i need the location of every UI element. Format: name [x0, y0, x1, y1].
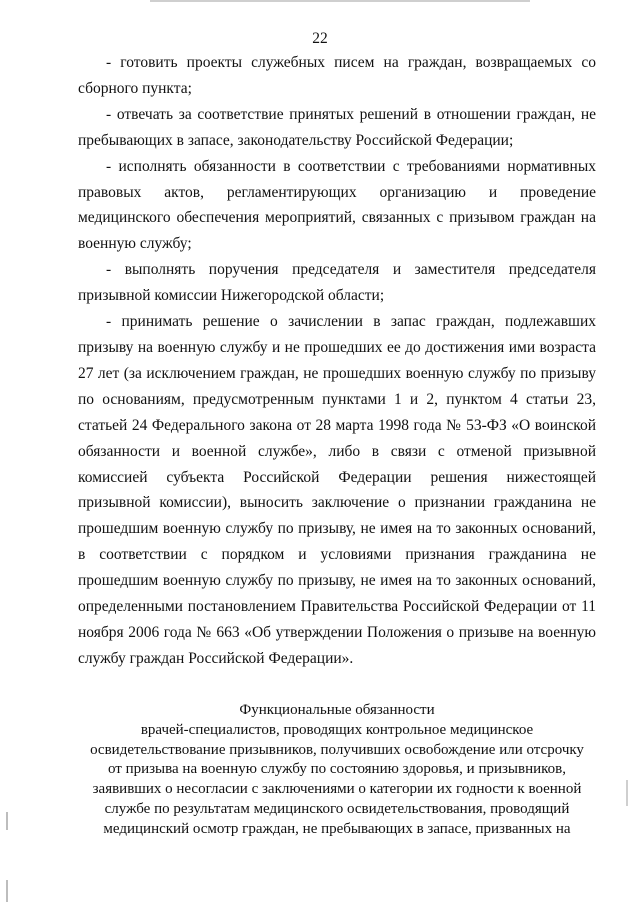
scan-artifact-top: [150, 0, 530, 2]
section-heading-line: службе по результатам медицинского освидетельствования, проводящий: [104, 800, 570, 817]
scan-artifact-right: [626, 780, 628, 806]
section-heading-line: врачей-специалистов, проводящих контрольное медицинское: [140, 721, 534, 738]
scan-artifact-left-lower: [6, 880, 8, 902]
scan-artifact-left: [6, 812, 8, 830]
paragraph-reserve-decision: - принимать решение о зачислении в запас граждан, подлежавших призыву на военную службу и не прошедших ее до достижения ими возраста 27 лет (за исключением граждан, не прошедших военную службу по призыву по основаниям, предусмотренным пунктами 1 и 2, пунктом 4 статьи 23, статьей 24 Федерального закона от 28 марта 1998 года № 53-ФЗ «О воинской обязанности и военной службе», либо в связи с отменой призывной комиссией субъекта Российской Федерации решения нижестоящей призывной комиссии), выносить заключение о признании гражданина не прошедшим военную службу по призыву, не имея на то законных оснований, в соответствии с порядком и условиями признания гражданина не прошедшим военную службу по призыву, не имея на то законных оснований, определенными постановлением Правительства Российской Федерации от 11 ноября 2006 года № 663 «Об утверждении Положения о призыве на военную службу граждан Российской Федерации».: [78, 313, 596, 667]
document-body: [78, 50, 596, 672]
section-heading: [78, 701, 596, 840]
paragraph-responsibility: - отвечать за соответствие принятых решений в отношении граждан, не пребывающих в запасе, законодательству Российской Федерации;: [78, 105, 596, 149]
section-heading-line: от призыва на военную службу по состоянию здоровья, и призывников,: [107, 761, 567, 778]
section-heading-line: освидетельствование призывников, получивших освобождение или отсрочку: [90, 741, 584, 758]
section-heading-line: медицинский осмотр граждан, не пребывающих в запасе, призванных на: [103, 820, 571, 837]
section-heading-title: Функциональные обязанности: [239, 702, 435, 718]
paragraph-normative-acts: - исполнять обязанности в соответствии с требованиями нормативных правовых актов, регламентирующих организацию и проведение медицинского обеспечения мероприятий, связанных с призывом граждан на военную службу;: [78, 157, 596, 253]
paragraph-prepare-letters: - готовить проекты служебных писем на граждан, возвращаемых со сборного пункта;: [78, 54, 596, 97]
page-number: 22: [312, 30, 328, 47]
section-heading-line: заявивших о несогласии с заключениями о категории их годности к военной: [92, 781, 582, 798]
paragraph-chairman-orders: - выполнять поручения председателя и заместителя председателя призывной комиссии Нижегородской области;: [78, 261, 596, 305]
